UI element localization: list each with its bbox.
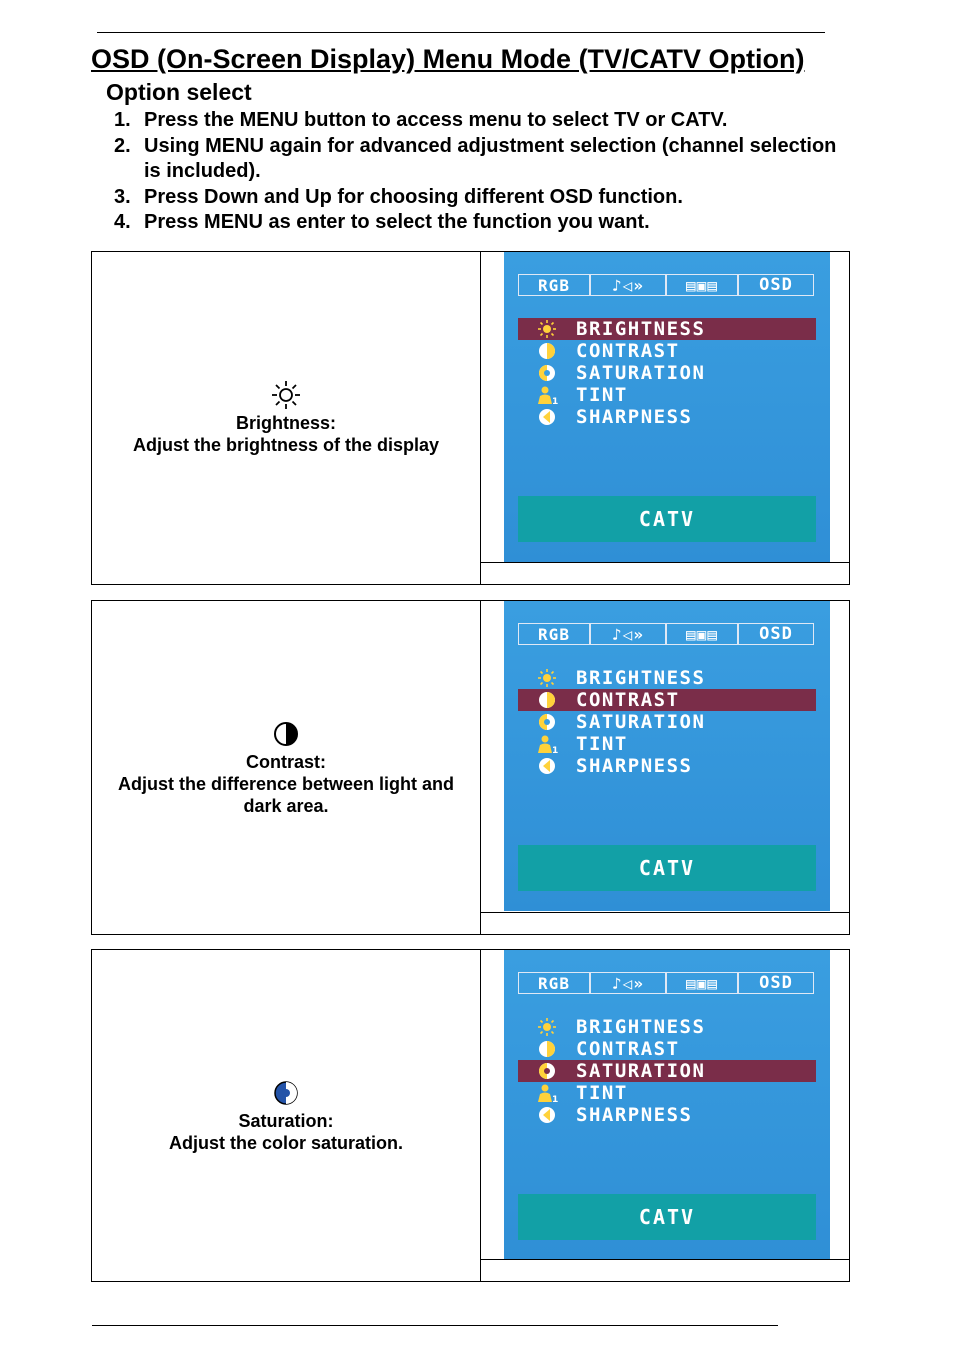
osd-item-saturation	[518, 1060, 816, 1082]
osd-item-contrast	[518, 689, 816, 711]
osd-item-sharpness	[518, 755, 816, 777]
svg-text:1: 1	[552, 1095, 558, 1103]
panel-name: Saturation:	[238, 1110, 334, 1131]
section-title: Option select	[106, 79, 252, 105]
osd-item-label: BRIGHTNESS	[576, 1016, 706, 1038]
osd-screenshot	[504, 252, 830, 562]
caption-rule	[481, 912, 849, 913]
osd-item-tint	[518, 733, 816, 755]
osd-tab-osd: OSD	[738, 274, 814, 296]
panel-desc: Adjust the difference between light and dark area.	[117, 773, 455, 816]
saturation-icon	[536, 363, 558, 383]
osd-tab-tv: ▤▣▤	[666, 623, 738, 645]
osd-item-contrast	[518, 340, 816, 362]
osd-item-saturation	[518, 711, 816, 733]
osd-tab-osd: OSD	[738, 972, 814, 994]
osd-footer: CATV	[518, 845, 816, 891]
osd-item-label: TINT	[576, 384, 628, 406]
sharpness-icon	[536, 1105, 558, 1125]
tint-icon	[536, 385, 558, 405]
step-text: Press MENU as enter to select the function you want.	[144, 211, 650, 233]
step-number: 2.	[114, 134, 131, 157]
osd-item-label: BRIGHTNESS	[576, 318, 706, 340]
step-number: 1.	[114, 109, 131, 131]
osd-footer: CATV	[518, 1194, 816, 1240]
osd-item-label: CONTRAST	[576, 1038, 680, 1060]
saturation-icon	[536, 1061, 558, 1081]
panel-desc: Adjust the brightness of the display	[132, 435, 440, 455]
sharpness-icon	[536, 756, 558, 776]
osd-menu	[518, 1016, 816, 1126]
saturation-icon	[536, 712, 558, 732]
saturation-panel	[91, 949, 850, 1282]
step-text: Press Down and Up for choosing different OSD function.	[144, 185, 683, 208]
osd-item-label: SHARPNESS	[576, 755, 693, 777]
step-number: 3.	[114, 185, 131, 208]
osd-item-sharpness	[518, 406, 816, 428]
osd-tab-audio: ♪◁»	[590, 274, 666, 296]
footer-rule	[92, 1325, 778, 1326]
osd-menu	[518, 667, 816, 777]
contrast-icon	[536, 341, 558, 361]
sun-icon	[271, 380, 301, 410]
instruction-step	[114, 134, 844, 185]
osd-item-brightness	[518, 667, 816, 689]
panel-desc: Adjust the color saturation.	[168, 1132, 404, 1153]
osd-tabs	[518, 970, 816, 996]
osd-screenshot	[504, 950, 830, 1260]
osd-item-label: TINT	[576, 1082, 628, 1104]
contrast-icon	[536, 1039, 558, 1059]
sharpness-icon	[536, 407, 558, 427]
saturation-icon	[271, 1078, 301, 1108]
osd-item-label: SHARPNESS	[576, 406, 693, 428]
osd-menu	[518, 318, 816, 428]
osd-tab-rgb: RGB	[518, 972, 590, 994]
osd-item-label: SATURATION	[576, 711, 706, 733]
osd-tabs	[518, 621, 816, 647]
instruction-list	[114, 108, 844, 236]
osd-tab-rgb: RGB	[518, 274, 590, 296]
step-text: Press the MENU button to access menu to select TV or CATV.	[144, 109, 728, 131]
svg-text:1: 1	[552, 397, 558, 405]
sun-icon	[536, 319, 558, 339]
instruction-step	[114, 210, 844, 236]
osd-tab-audio: ♪◁»	[590, 623, 666, 645]
tint-icon	[536, 1083, 558, 1103]
osd-item-label: SATURATION	[576, 1060, 706, 1082]
osd-tabs	[518, 272, 816, 298]
osd-item-brightness	[518, 1016, 816, 1038]
osd-item-label: BRIGHTNESS	[576, 667, 706, 689]
osd-item-contrast	[518, 1038, 816, 1060]
osd-item-label: SATURATION	[576, 362, 706, 384]
osd-item-brightness	[518, 318, 816, 340]
page-title: OSD (On-Screen Display) Menu Mode (TV/CATV Option)	[91, 44, 805, 74]
osd-tab-osd: OSD	[738, 623, 814, 645]
osd-item-label: CONTRAST	[576, 689, 680, 711]
header-rule	[97, 32, 825, 33]
sun-icon	[536, 668, 558, 688]
sun-icon	[536, 1017, 558, 1037]
tint-icon	[536, 734, 558, 754]
instruction-step	[114, 108, 844, 134]
osd-item-tint	[518, 384, 816, 406]
panel-description	[92, 252, 481, 584]
osd-item-label: CONTRAST	[576, 340, 680, 362]
panel-name: Contrast:	[246, 751, 326, 772]
caption-rule	[481, 1259, 849, 1260]
osd-item-sharpness	[518, 1104, 816, 1126]
brightness-panel	[91, 251, 850, 585]
osd-tab-audio: ♪◁»	[590, 972, 666, 994]
panel-description	[92, 950, 481, 1281]
contrast-icon	[271, 719, 301, 749]
osd-footer: CATV	[518, 496, 816, 542]
osd-item-saturation	[518, 362, 816, 384]
svg-text:1: 1	[552, 746, 558, 754]
instruction-step	[114, 185, 844, 211]
osd-tab-tv: ▤▣▤	[666, 972, 738, 994]
contrast-icon	[536, 690, 558, 710]
osd-item-label: TINT	[576, 733, 628, 755]
contrast-panel	[91, 600, 850, 935]
osd-tab-tv: ▤▣▤	[666, 274, 738, 296]
step-text: Using MENU again for advanced adjustment selection (channel selection is included).	[144, 134, 837, 182]
panel-description	[92, 601, 481, 934]
step-number: 4.	[114, 211, 131, 233]
caption-rule	[481, 562, 849, 563]
osd-screenshot	[504, 601, 830, 911]
osd-item-label: SHARPNESS	[576, 1104, 693, 1126]
panel-name: Brightness:	[235, 413, 336, 433]
osd-item-tint	[518, 1082, 816, 1104]
osd-tab-rgb: RGB	[518, 623, 590, 645]
